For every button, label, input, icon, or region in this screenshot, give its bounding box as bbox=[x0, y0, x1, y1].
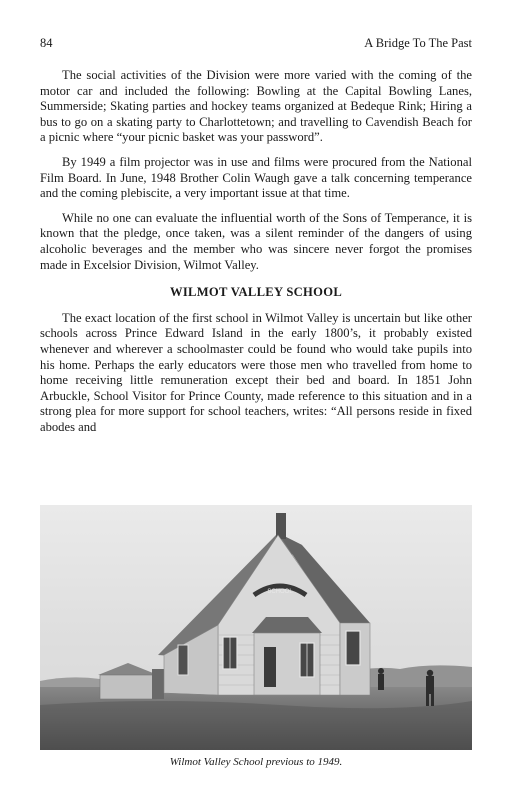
paragraph-film-projector: By 1949 a film projector was in use and films were procured from the National Film Board. In June, 1948 Brother Colin Waugh gave a talk concerning temperance and the coming plebiscite, a very important issue at that time. bbox=[40, 154, 472, 201]
schoolhouse-image bbox=[40, 505, 472, 750]
paragraph-social-activities: The social activities of the Division were more varied with the coming of the motor car and included the following: Bowling at the Capital Bowling Lanes, Summerside; Skating parties and hockey teams organized at Bedeque Rink; Hiring a bus to go on a skating party to Charlottetown; and travelling to Cavendish Beach for a picnic where “your picnic basket was your password”. bbox=[40, 68, 472, 145]
photo-caption: Wilmot Valley School previous to 1949. bbox=[169, 756, 343, 768]
section-heading: WILMOT VALLEY SCHOOL bbox=[169, 285, 343, 300]
school-sign-text: SCHOOL bbox=[267, 589, 293, 595]
running-title: A Bridge To The Past bbox=[364, 36, 472, 50]
paragraph-school-history: The exact location of the first school in Wilmot Valley is uncertain but like other schools across Prince Edward Island in the early 1800’s, it probably existed whenever and wherever a schoolmaster could be found who would take pupils into his home. Perhaps the early educators were those men who travelled from home to home receiving little remuneration except their bed and board. In 1851 John Arbuckle, School Visitor for Prince County, made reference to this situation and in a strong plea for more support for school teachers, writes: “All persons reside in fixed abodes and bbox=[40, 310, 472, 434]
paragraph-sons-of-temperance: While no one can evaluate the influential worth of the Sons of Temperance, it is known that the pledge, once taken, was a silent reminder of the dangers of using alcoholic beverages and the member who was sincere never forgot the promises made in Excelsior Division, Wilmot Valley. bbox=[40, 210, 472, 272]
page-number: 84 bbox=[40, 36, 53, 50]
running-header bbox=[40, 36, 472, 52]
body-text bbox=[40, 68, 472, 444]
school-photograph bbox=[40, 505, 472, 750]
